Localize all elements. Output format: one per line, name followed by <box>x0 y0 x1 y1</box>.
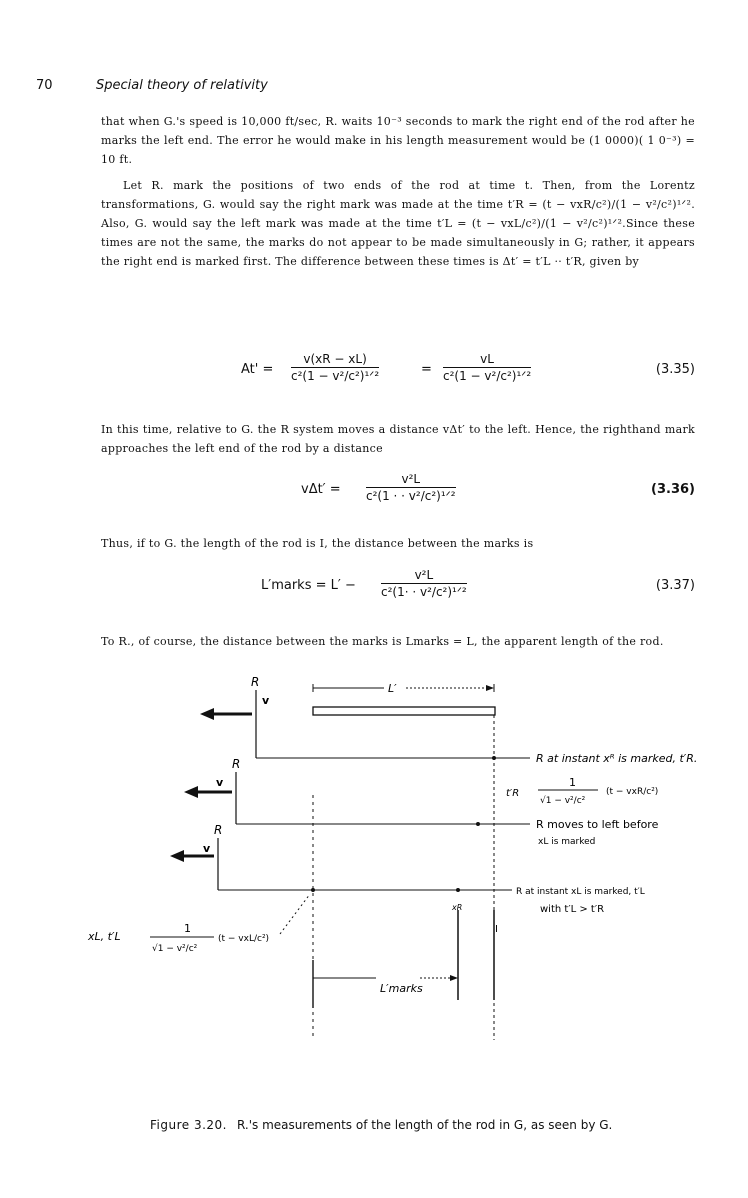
eq337-frac <box>381 568 467 599</box>
eq336-lhs: vΔt′ = <box>301 482 341 497</box>
eq335-den2: c²(1 − v²/c²)¹ᐟ² <box>443 369 532 383</box>
caption-label: Figure 3.20. <box>150 1118 227 1132</box>
label-xl-tl: xL, t′L <box>88 930 121 943</box>
lmarks-arrowhead <box>450 975 458 981</box>
figure-caption <box>150 1118 612 1132</box>
eq335-number: (3.35) <box>655 362 695 377</box>
v2-arrowhead <box>184 786 198 798</box>
left-frac-tail: (t − vxL/c²) <box>218 934 270 944</box>
note-r-moves: R moves to left before <box>536 818 659 831</box>
label-lmarks: L′marks <box>380 982 423 995</box>
paragraph-5: To R., of course, the distance between the marks is Lmarks = L, the apparent length of the rod. <box>101 635 664 648</box>
label-v3: v <box>203 842 211 855</box>
note-xl-marked: xL is marked <box>538 837 596 847</box>
xl-point <box>311 888 315 892</box>
paragraph-4: Thus, if to G. the length of the rod is I, the distance between the marks is <box>101 537 534 550</box>
eq335-equals: = <box>421 362 432 377</box>
eq337-den: c²(1· · v²/c²)¹ᐟ² <box>381 585 467 599</box>
eq335-num2: vL <box>443 352 531 368</box>
frac-tail: (t − vxR/c²) <box>606 787 659 797</box>
label-v2: v <box>216 776 224 789</box>
note-r-instant-xr: R at instant xᴿ is marked, t′R. <box>536 752 698 765</box>
eq336-number: (3.36) <box>651 482 695 497</box>
r2-point <box>476 822 480 826</box>
eq336-den: c²(1 · · v²/c²)¹ᐟ² <box>366 489 456 503</box>
label-l-prime: L′ <box>388 682 397 695</box>
note-with-tl-gt-tr: with t′L > t′R <box>540 904 605 915</box>
eq335-num1: v(xR − xL) <box>291 352 379 368</box>
l-dim-arrowhead <box>486 685 494 691</box>
left-frac-den: √1 − v²/c² <box>152 944 198 954</box>
label-i: I <box>495 924 498 935</box>
figure-3-20 <box>0 670 748 1050</box>
pointer-dashed <box>280 894 310 934</box>
v3-arrowhead <box>170 850 184 862</box>
left-frac-num: 1 <box>184 922 191 935</box>
paragraph-1: that when G.'s speed is 10,000 ft/sec, R. waits 10⁻³ seconds to mark the right end of the rod after he marks the left end. The error he would make in his length measurement would be (1 0000)( 1 0⁻³) = 10 ft. <box>101 115 695 166</box>
xr-point-1 <box>492 756 496 760</box>
label-r1: R <box>251 675 260 689</box>
label-xr: xR <box>452 903 463 912</box>
rod <box>313 707 495 715</box>
frac-den: √1 − v²/c² <box>540 796 586 806</box>
paragraph-3: In this time, relative to G. the R system moves a distance vΔt′ to the left. Hence, the righthand mark approaches the left end of the rod by a distance <box>101 423 695 455</box>
eq337-number: (3.37) <box>655 578 695 593</box>
eq335-lhs: At' = <box>241 362 274 377</box>
note-r-instant-xl: R at instant xL is marked, t′L <box>516 887 645 897</box>
eq335-frac2 <box>443 352 531 383</box>
page-number: 70 <box>36 78 53 93</box>
eq336-num: v²L <box>366 472 456 488</box>
caption-text: R.'s measurements of the length of the rod in G, as seen by G. <box>237 1118 613 1132</box>
eq335-frac1 <box>291 352 379 383</box>
label-r3: R <box>214 823 223 837</box>
label-tr: t′R <box>506 788 520 799</box>
label-r2: R <box>232 757 241 771</box>
paragraph-2: Let R. mark the positions of two ends of the rod at time t. Then, from the Lorentz transformations, G. would say the right mark was made at the time t′R = (t − vxR/c²)/(1 − v²/c²)¹ᐟ². Also, G. would say the left mark was made at the time t′L = (t − vxL/c²)/(1 − v²/c²)¹ᐟ².Since these times are not the same, the marks do not appear to be made simultaneously in G; rather, it appears the right end is marked first. The difference between these times is Δt′ = t′L ·· t′R, given by <box>101 179 695 268</box>
equation-3-35 <box>101 352 695 392</box>
running-title: Special theory of relativity <box>96 78 268 93</box>
frac-num: 1 <box>569 776 576 789</box>
v1-arrowhead <box>200 708 214 720</box>
eq335-den1: c²(1 − v²/c²)¹ᐟ² <box>291 369 380 383</box>
equation-3-37 <box>101 568 695 608</box>
label-v1: v <box>262 694 270 707</box>
xr-point-3 <box>456 888 460 892</box>
eq337-num: v²L <box>381 568 467 584</box>
eq337-lhs: L′marks = L′ − <box>261 578 356 593</box>
equation-3-36 <box>101 472 695 512</box>
eq336-frac <box>366 472 456 503</box>
